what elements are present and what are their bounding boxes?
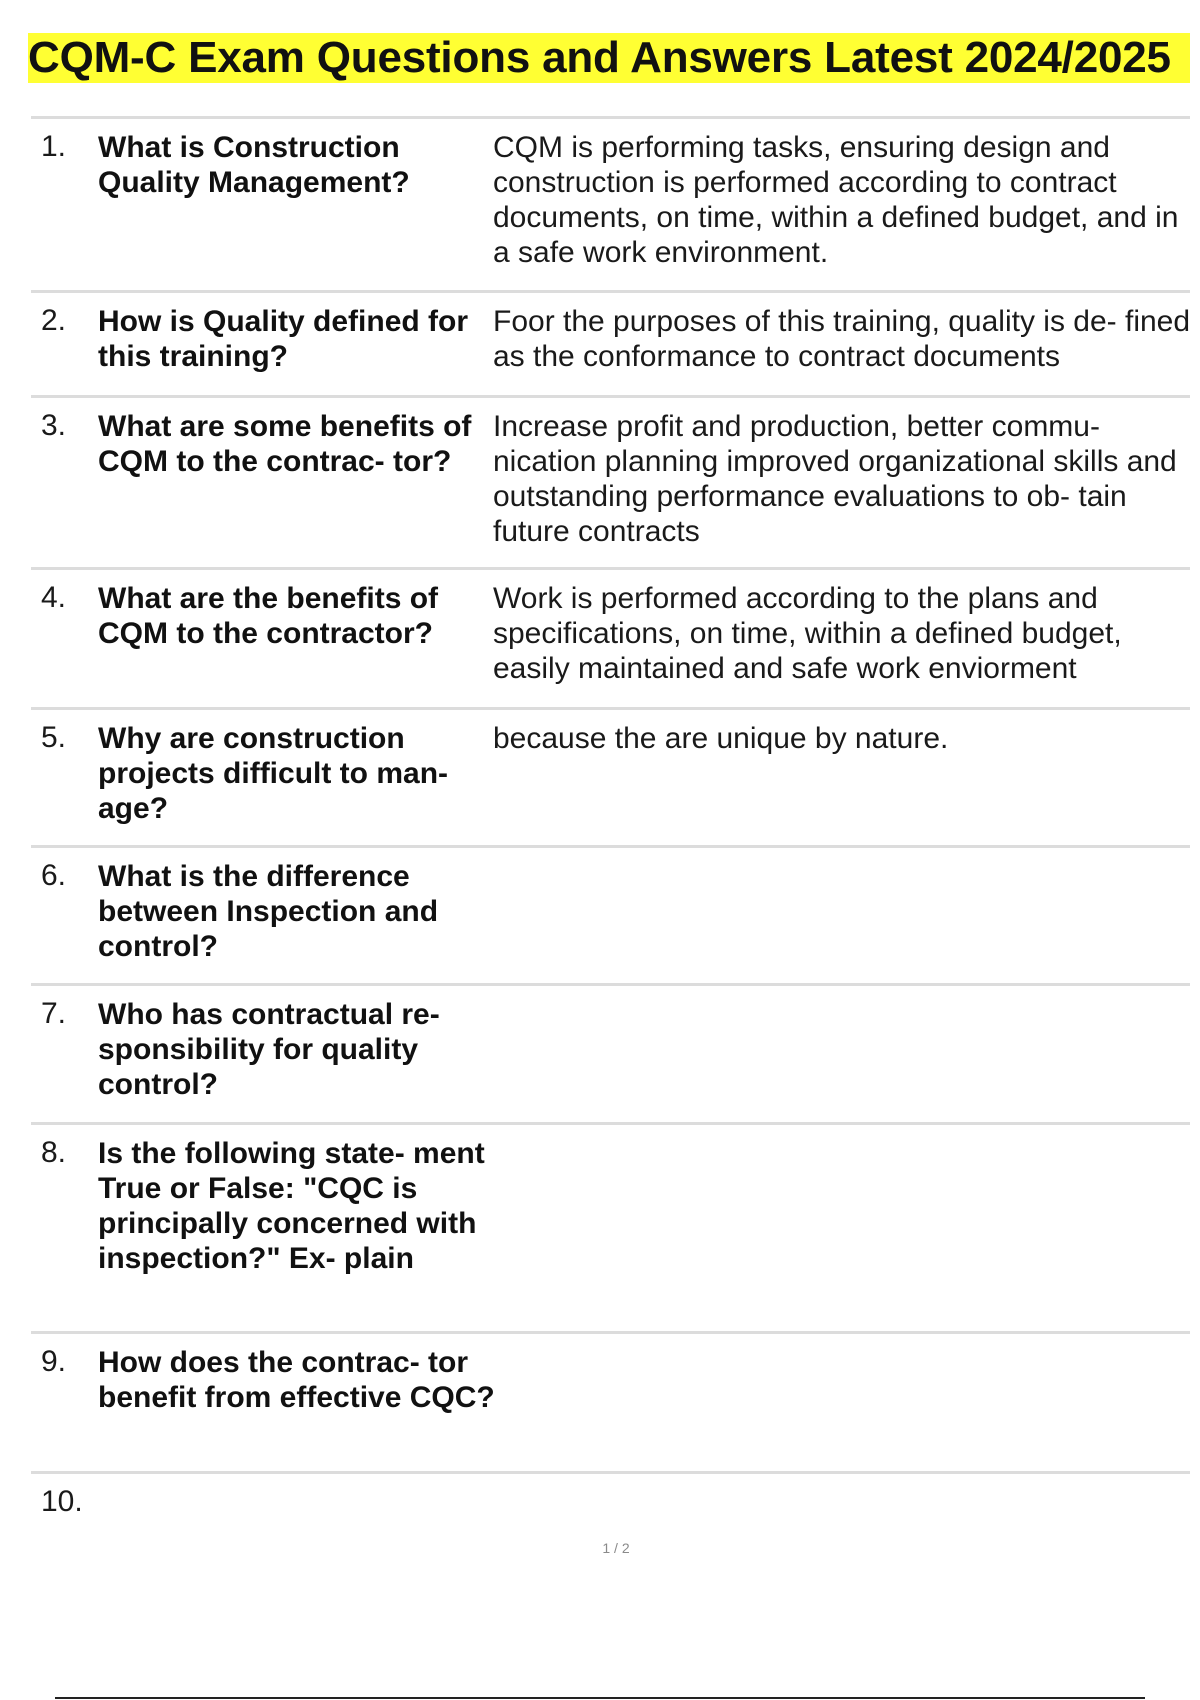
answer-text: Work is performed according to the plans and specifications, on time, within a defined budget, easily maintained and safe work enviorment bbox=[493, 582, 1122, 685]
qa-row bbox=[31, 290, 1190, 395]
answer-text: Increase profit and production, better commu- nication planning improved organizational skills and outstanding performance evaluations to ob- tain future contracts bbox=[493, 410, 1177, 548]
question-text: What is Construction Quality Management? bbox=[98, 131, 410, 199]
question-number: 9. bbox=[41, 1345, 67, 1378]
question-number: 4. bbox=[41, 581, 67, 614]
question-number: 7. bbox=[41, 997, 67, 1030]
question-text: How does the contrac- tor benefit from effective CQC? bbox=[98, 1346, 495, 1414]
answer-text: CQM is performing tasks, ensuring design and construction is performed according to contract documents, on time, within a defined budget, and in a safe work environment. bbox=[493, 131, 1179, 269]
page-bottom-rule bbox=[55, 1697, 1145, 1699]
qa-row bbox=[31, 707, 1190, 845]
question-number: 2. bbox=[41, 304, 67, 337]
question-number: 3. bbox=[41, 409, 67, 442]
qa-row bbox=[31, 1122, 1190, 1331]
qa-table bbox=[31, 116, 1190, 1531]
qa-row bbox=[31, 1471, 1190, 1531]
answer-text: Foor the purposes of this training, quality is de- fined as the conformance to contract documents bbox=[493, 305, 1191, 373]
qa-row bbox=[31, 395, 1190, 567]
question-text: Who has contractual re- sponsibility for quality control? bbox=[98, 998, 440, 1101]
question-text: What are some benefits of CQM to the contrac- tor? bbox=[98, 410, 472, 478]
qa-row bbox=[31, 983, 1190, 1122]
document-title: CQM-C Exam Questions and Answers Latest 2024/2025 bbox=[28, 33, 1190, 83]
qa-row bbox=[31, 567, 1190, 707]
page-number: 1 / 2 bbox=[602, 1540, 630, 1556]
question-text: Why are construction projects difficult to man- age? bbox=[98, 722, 449, 825]
question-text: How is Quality defined for this training? bbox=[98, 305, 469, 373]
question-number: 8. bbox=[41, 1136, 67, 1169]
qa-row bbox=[31, 845, 1190, 983]
question-number: 6. bbox=[41, 859, 67, 892]
answer-text: because the are unique by nature. bbox=[493, 722, 949, 755]
qa-row bbox=[31, 1331, 1190, 1471]
question-text: What is the difference between Inspection and control? bbox=[98, 860, 439, 963]
question-number: 10. bbox=[41, 1485, 83, 1518]
question-text: What are the benefits of CQM to the contractor? bbox=[98, 582, 439, 650]
question-number: 1. bbox=[41, 130, 67, 163]
qa-row bbox=[31, 116, 1190, 290]
question-number: 5. bbox=[41, 721, 67, 754]
question-text: Is the following state- ment True or False: "CQC is principally concerned with inspection?" Ex- plain bbox=[98, 1137, 485, 1275]
